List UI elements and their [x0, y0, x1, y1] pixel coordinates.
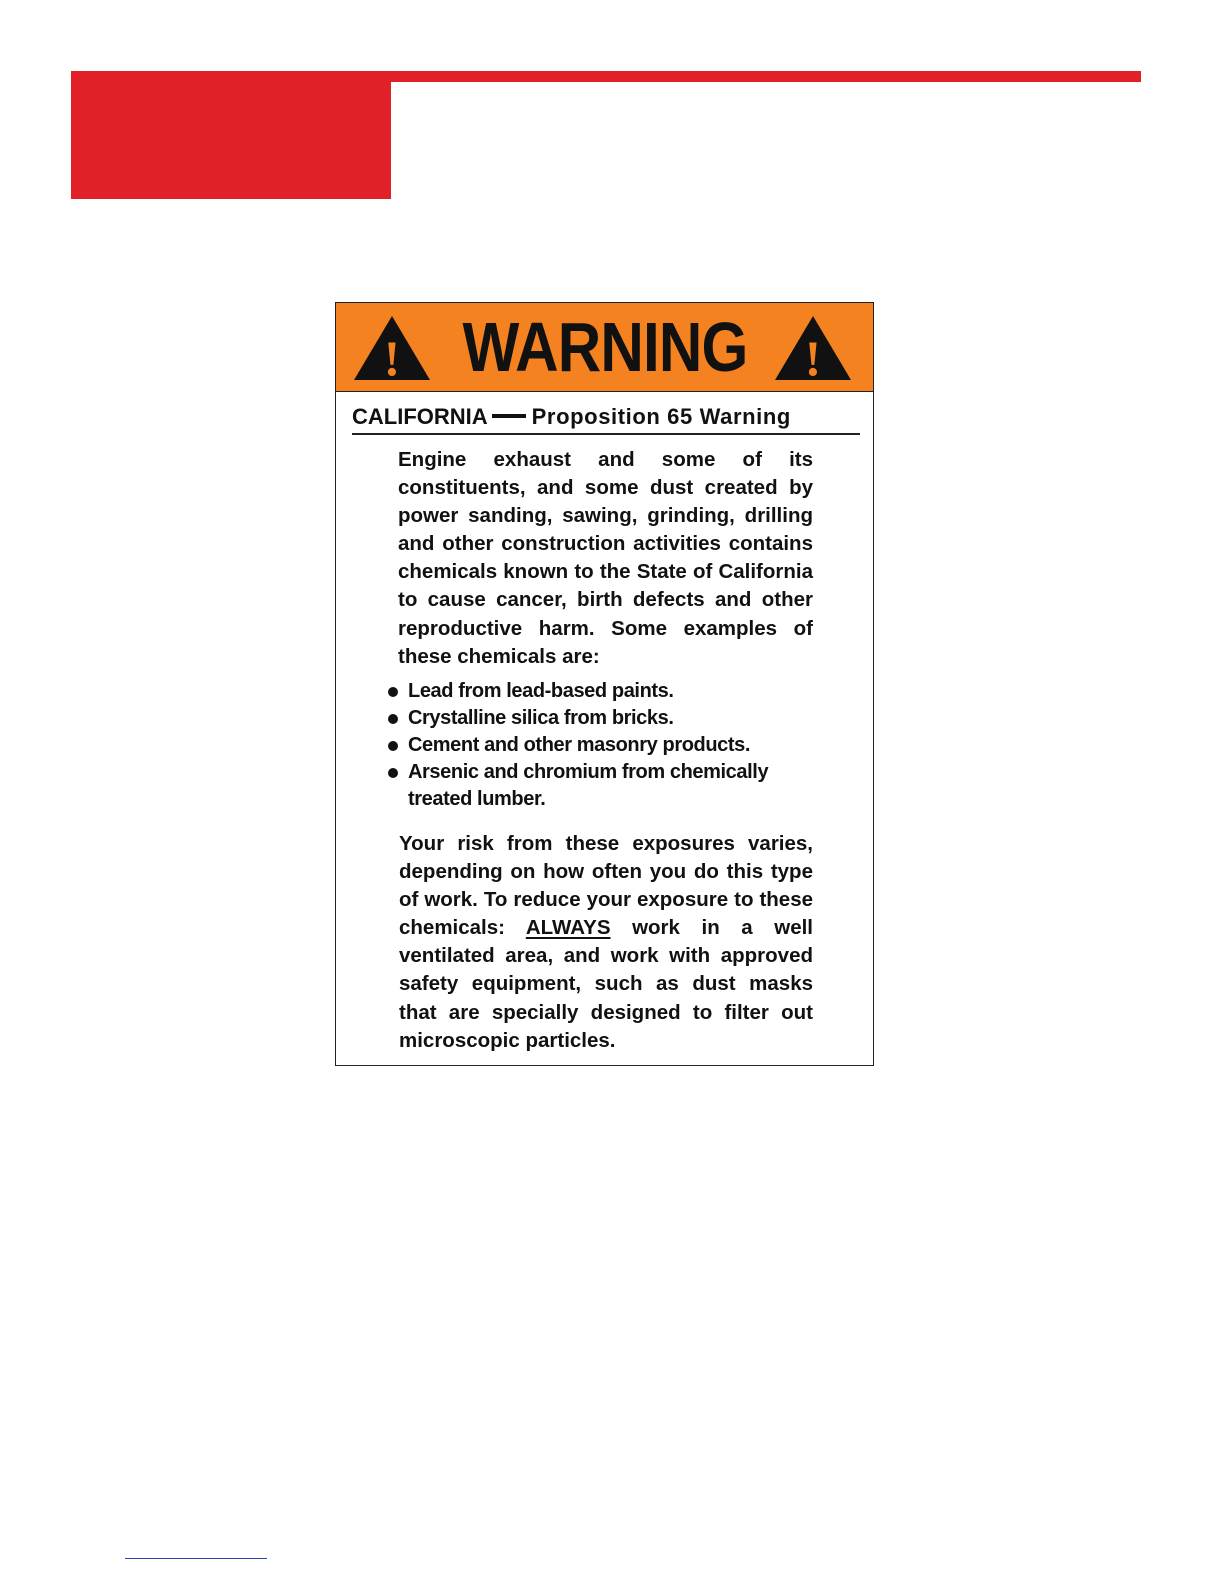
always-emphasis: ALWAYS	[525, 916, 611, 940]
bullet-icon	[388, 714, 398, 724]
list-item-text: Arsenic and chromium from chemically treated lumber.	[408, 761, 769, 810]
list-item-text: Crystalline silica from bricks.	[408, 707, 674, 729]
paragraph-2-lead: Your risk from these exposures varies, depending on how often you do this type of work. To reduce your exposure to these chemicals:	[399, 832, 813, 940]
list-item-text: Lead from lead-based paints.	[408, 680, 674, 702]
prop65-heading	[352, 403, 860, 435]
bullet-icon	[388, 687, 398, 697]
list-item	[384, 678, 824, 705]
exclamation-glyph: !	[804, 330, 822, 381]
warning-banner	[336, 303, 873, 392]
prop65-warning-label	[335, 302, 874, 1066]
paragraph-2-tail: work in a well ventilated area, and work with approved safety equipment, such as dust masks that are specially designed to filter out microscopic particles.	[399, 916, 814, 1052]
list-item	[384, 732, 824, 759]
warning-paragraph-1: Engine exhaust and some of its constituents, and some dust created by power sanding, sawing, grinding, drilling and other construction activities contains chemicals known to the State of California to cause cancer, birth defects and other reproductive harm. Some examples of these chemicals are:	[398, 448, 813, 668]
warning-triangle-icon	[774, 315, 852, 381]
heading-proposition: Proposition 65 Warning	[531, 404, 791, 429]
list-item	[384, 759, 824, 813]
warning-triangle-icon	[353, 315, 431, 381]
warning-paragraph-2	[399, 830, 813, 1055]
exclamation-glyph: !	[383, 330, 401, 381]
warning-title: WARNING	[462, 308, 748, 386]
chemical-examples-list	[384, 678, 824, 813]
list-item	[384, 705, 824, 732]
heading-state: CALIFORNIA	[352, 404, 488, 429]
list-item-text: Cement and other masonry products.	[408, 734, 751, 756]
heading-dash	[492, 414, 526, 418]
bullet-icon	[388, 768, 398, 778]
footer-rule	[125, 1558, 267, 1559]
header-block	[71, 71, 391, 199]
bullet-icon	[388, 741, 398, 751]
